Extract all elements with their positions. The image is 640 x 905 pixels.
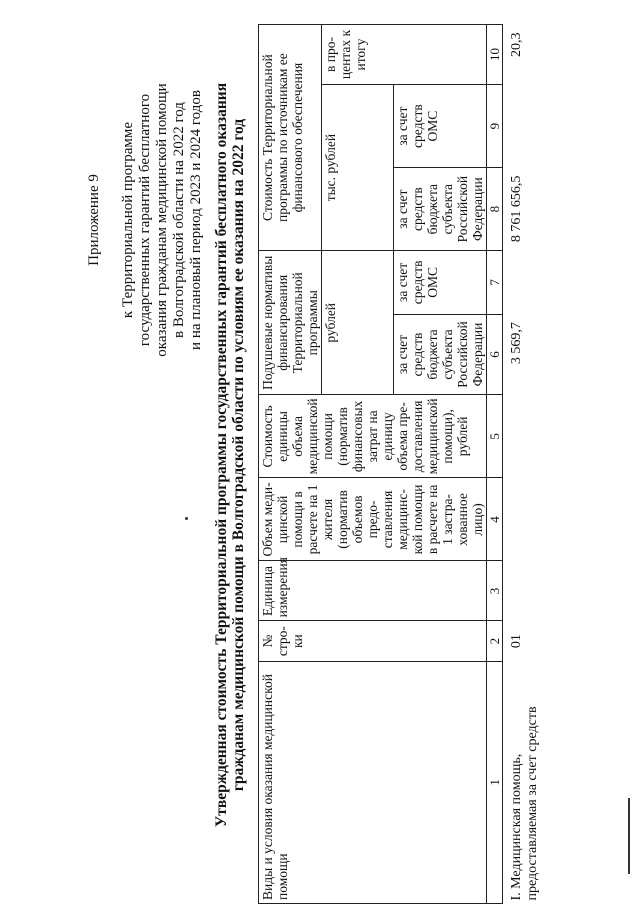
row-total-budget: 8 761 656,5	[509, 175, 524, 243]
title-line: Утвержденная стоимость Территориальной программы государственных гарантий бесплатного оказания	[213, 82, 230, 828]
row-total-oms	[503, 85, 543, 168]
appendix-number: Приложение 9	[86, 174, 102, 266]
appendix-block	[86, 40, 205, 400]
table-row	[503, 25, 543, 904]
header-kinds: Виды и условия оказания медицинской помощи	[259, 661, 487, 903]
column-number: 3	[487, 561, 503, 621]
column-number: 5	[487, 395, 503, 478]
column-number-row	[487, 25, 503, 904]
title-line: гражданам медицинской помощи в Волгоградской области по условиям ее оказания на 2022 год	[230, 118, 247, 792]
row-volume	[503, 478, 543, 561]
header-cost-per-unit: Стоимость единицы объема медицинской помощи (норматив финансовых затрат на единицу объема пре-доставления медицинской помощи), рублей	[259, 395, 487, 478]
header-volume: Объем меди-цинской помощи в расчете на 1 жителя (норматив объемов предо-ставления медицинс-кой помощи в расчете на 1 застра-хованное лицо)	[259, 478, 487, 561]
header-per-capita: Подушевые нормативы финансирования Территориальной программы	[259, 251, 322, 395]
scan-speck	[185, 517, 188, 520]
appendix-line: и на плановый период 2023 и 2024 годов	[188, 90, 204, 350]
row-percent: 20,3	[509, 32, 524, 57]
column-number: 1	[487, 661, 503, 903]
column-number: 6	[487, 314, 503, 395]
appendix-line: в Волгоградской области на 2022 год	[171, 102, 187, 338]
scan-edge-mark	[628, 798, 630, 874]
cost-table	[258, 24, 542, 904]
header-unit-rubles: рублей	[322, 251, 394, 395]
column-number: 2	[487, 621, 503, 661]
header-total-oms: за счет средств ОМС	[394, 85, 487, 168]
row-per-capita-budget: 3 569,7	[509, 322, 524, 365]
header-total-cost: Стоимость Территориальной программы по источникам ее финансового обеспечения	[259, 25, 322, 251]
appendix-spacer	[103, 40, 120, 400]
header-line-no: № стро-ки	[259, 621, 487, 661]
appendix-line: государственных гарантий бесплатного	[137, 93, 153, 347]
row-unit	[503, 561, 543, 621]
header-percent: в про-центах к итогу	[322, 25, 487, 85]
header-total-budget: за счет средств бюджета субъекта Российской Федерации	[394, 168, 487, 251]
header-per-capita-oms: за счет средств ОМС	[394, 251, 487, 314]
column-number: 8	[487, 168, 503, 251]
header-unit-thousand-rubles: тыс. рублей	[322, 85, 394, 251]
header-per-capita-budget: за счет средств бюджета субъекта Российской Федерации	[394, 314, 487, 395]
header-row	[259, 25, 322, 904]
column-number: 7	[487, 251, 503, 314]
header-unit: Единица измерения	[259, 561, 487, 621]
row-line-no: 01	[509, 634, 524, 649]
row-cost-per-unit	[503, 395, 543, 478]
document-title	[213, 75, 247, 835]
column-number: 4	[487, 478, 503, 561]
column-number: 10	[487, 25, 503, 85]
row-name: I. Медицинская помощь, предоставляемая за счет средств	[509, 706, 540, 901]
appendix-line: оказания гражданам медицинской помощи	[154, 83, 170, 357]
appendix-line: к Территориальной программе	[120, 121, 136, 319]
column-number: 9	[487, 85, 503, 168]
row-per-capita-oms	[503, 251, 543, 314]
